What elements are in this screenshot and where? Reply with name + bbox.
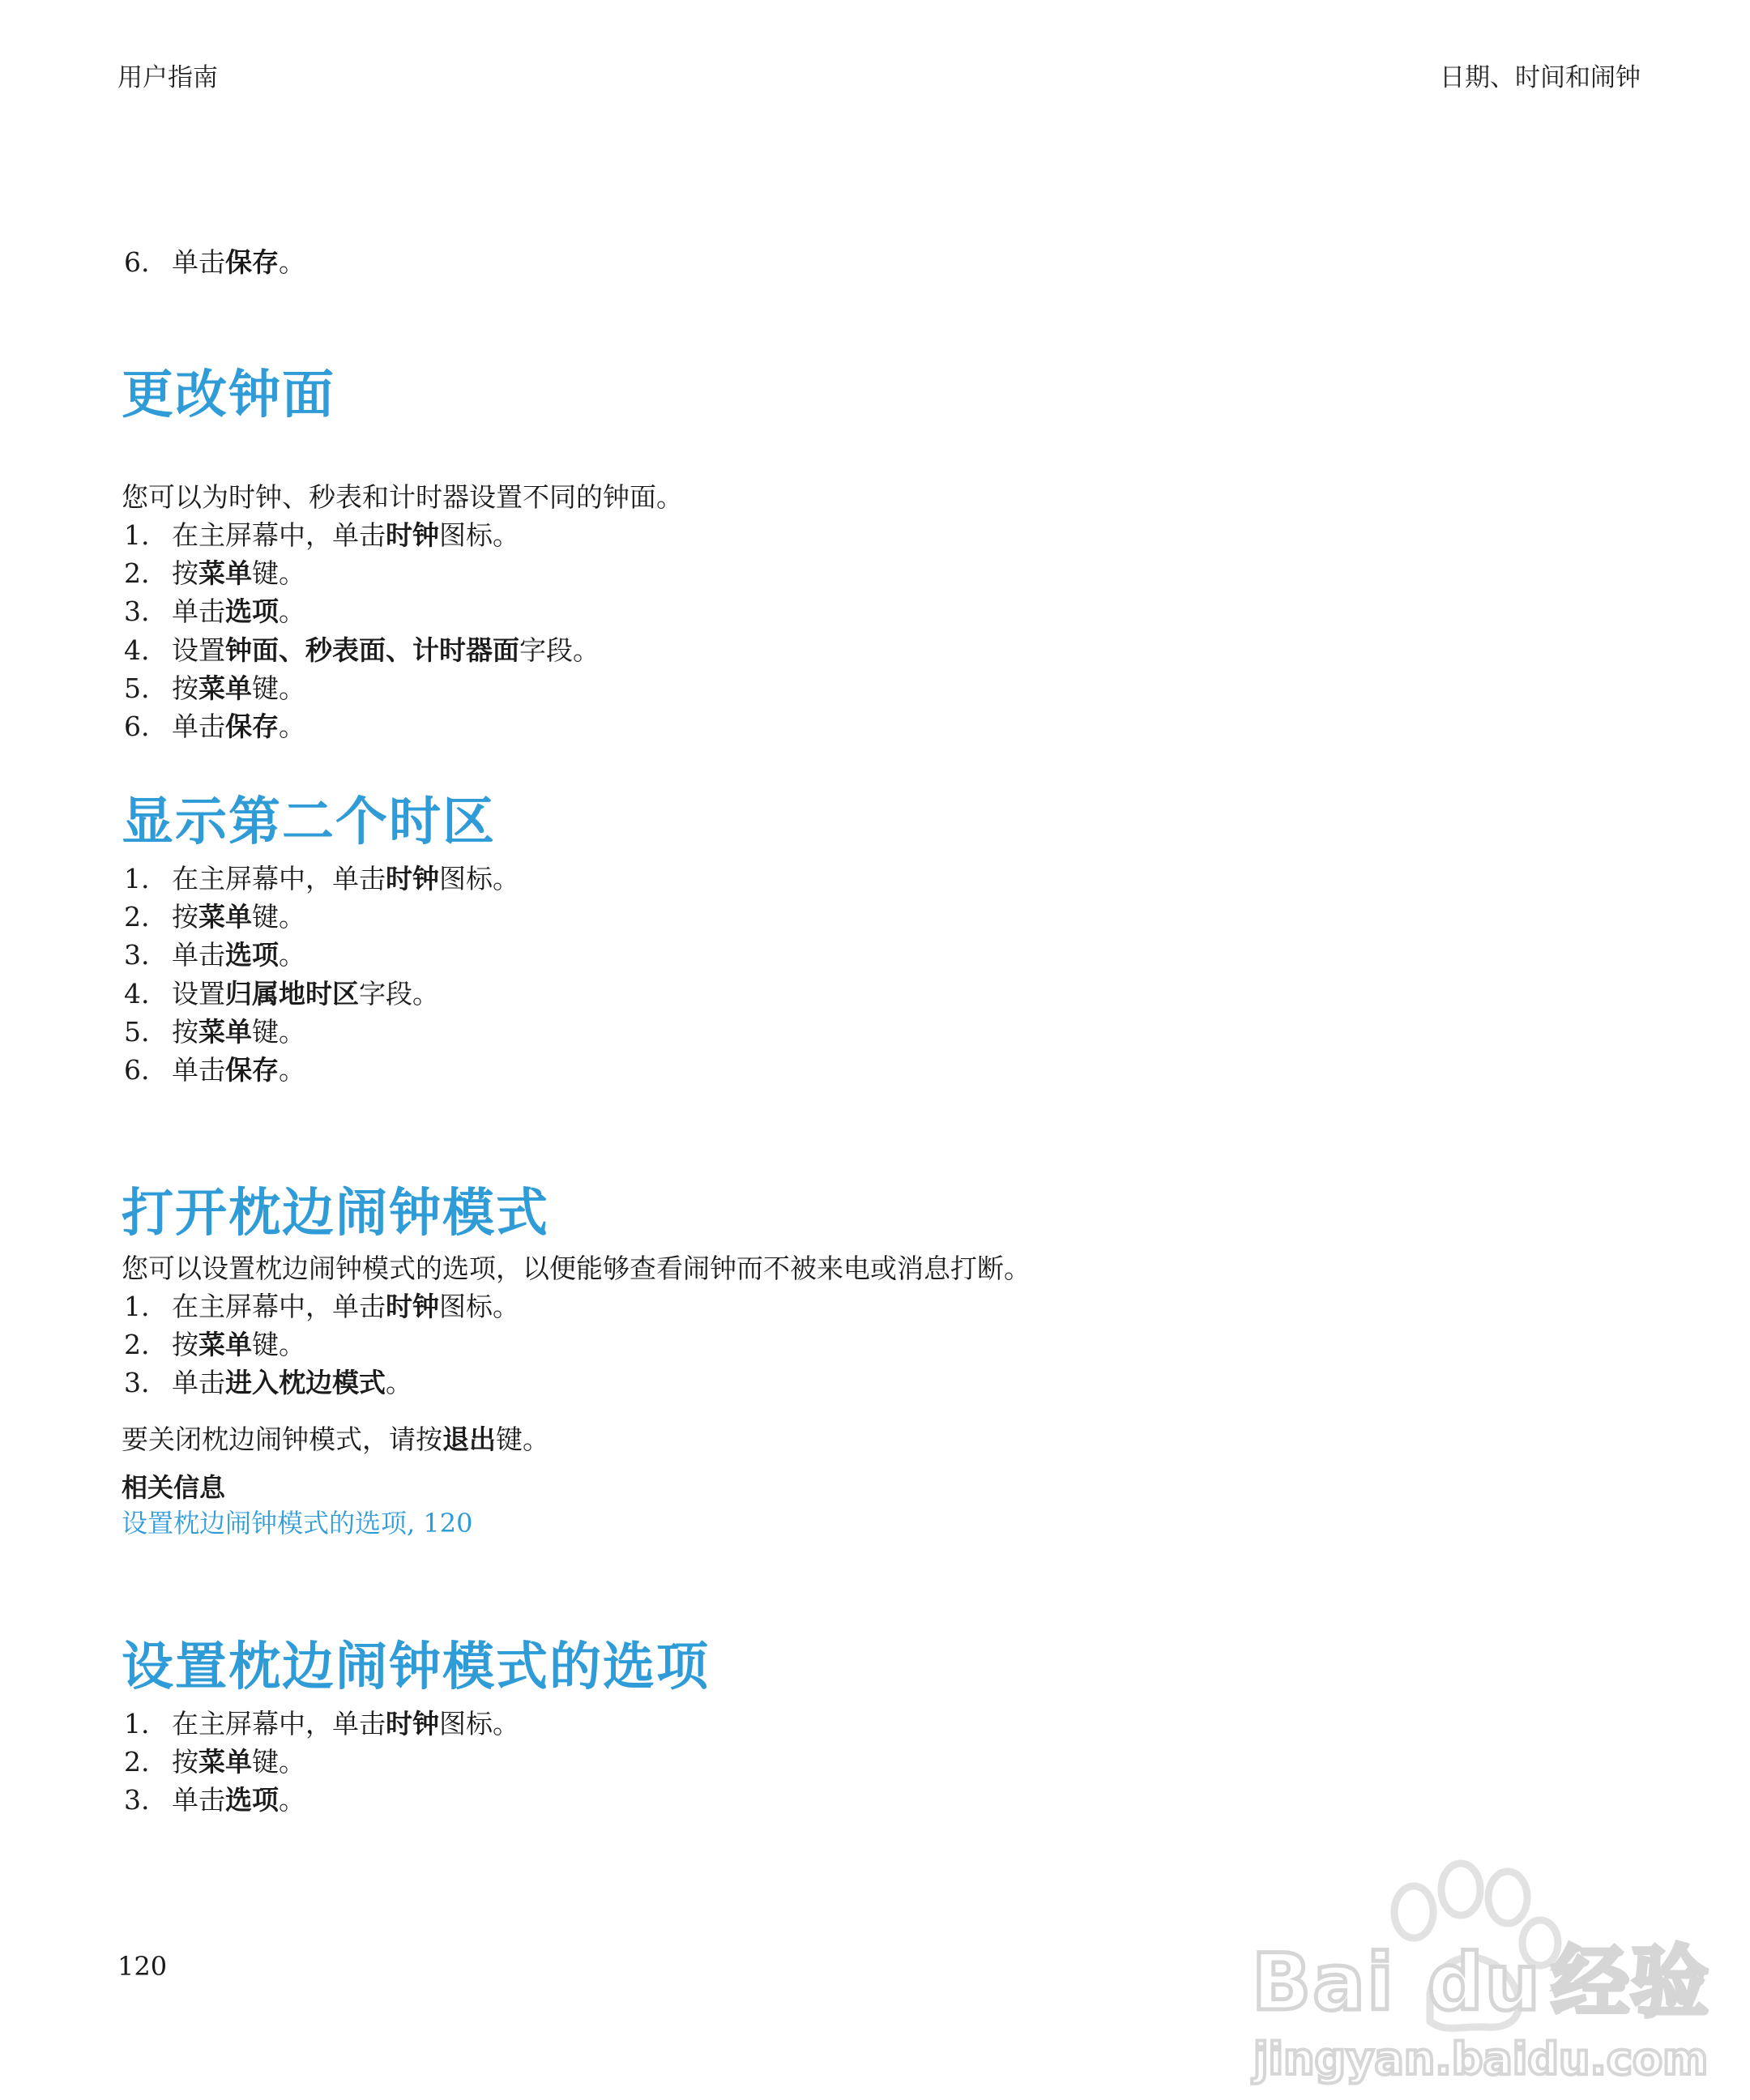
section-title: 设置枕边闹钟模式的选项	[122, 1637, 710, 1697]
step-text: 单击	[172, 595, 225, 628]
step-bold-term: 钟面、秒表面、计时器面	[225, 634, 519, 666]
list-item	[122, 1325, 1661, 1364]
step-bold-term: 选项	[225, 595, 279, 628]
section-intro: 您可以为时钟、秒表和计时器设置不同的钟面。	[122, 481, 683, 513]
exit-note	[122, 1420, 1661, 1458]
list-item	[122, 936, 1661, 974]
step-list	[122, 1287, 1661, 1402]
step-text-suffix: 。	[279, 1054, 305, 1086]
step-bold-term: 选项	[225, 1784, 279, 1816]
list-item	[122, 898, 1661, 936]
list-item	[122, 707, 1661, 745]
step-text: 单击	[172, 939, 225, 971]
step-bold-term: 时钟	[386, 863, 439, 894]
step-text: 单击	[172, 1054, 225, 1086]
watermark-brand: Bai du 经验	[1252, 1937, 1710, 2028]
step-text-suffix: 图标。	[439, 1708, 519, 1739]
step-number: 1.	[124, 863, 150, 894]
list-item	[122, 243, 1661, 281]
step-number: 3.	[124, 939, 150, 971]
step-number: 2.	[124, 557, 150, 590]
step-text-suffix: 键。	[252, 1329, 305, 1361]
step-text-suffix: 。	[386, 1367, 412, 1399]
step-text-suffix: 图标。	[439, 863, 519, 894]
step-number: 3.	[124, 595, 150, 628]
step-number: 6.	[124, 1054, 150, 1086]
step-text-suffix: 字段。	[359, 977, 439, 1009]
related-info-link[interactable]: 设置枕边闹钟模式的选项, 120	[122, 1507, 473, 1539]
step-bold-term: 菜单	[198, 1329, 252, 1361]
step-text-suffix: 键。	[252, 1015, 305, 1048]
step-text-suffix: 。	[279, 246, 305, 278]
step-number: 3.	[124, 1367, 150, 1399]
list-item	[122, 1364, 1661, 1402]
step-number: 4.	[124, 634, 150, 666]
section-title: 更改钟面	[122, 365, 335, 425]
step-bold-term: 保存	[225, 711, 279, 743]
continued-step-list	[122, 243, 1661, 281]
step-text-suffix: 键。	[252, 557, 305, 590]
section-title: 显示第二个时区	[122, 792, 496, 852]
step-text: 单击	[172, 1367, 225, 1399]
step-text-suffix: 图标。	[439, 1291, 519, 1322]
step-bold-term: 选项	[225, 939, 279, 971]
step-bold-term: 保存	[225, 1054, 279, 1086]
list-item	[122, 1013, 1661, 1051]
step-text: 按	[172, 901, 198, 933]
step-bold-term: 时钟	[386, 519, 439, 551]
list-item	[122, 554, 1661, 592]
step-text-suffix: 。	[279, 711, 305, 743]
step-text: 设置	[172, 977, 225, 1009]
step-text-suffix: 。	[279, 939, 305, 971]
step-bold-term: 归属地时区	[225, 977, 359, 1009]
step-text-suffix: 字段。	[519, 634, 600, 666]
list-item	[122, 516, 1661, 554]
section-bedside-options	[122, 1635, 1661, 1820]
step-text: 单击	[172, 1784, 225, 1816]
step-list	[122, 516, 1661, 745]
continued-step-block	[122, 243, 1661, 281]
list-item	[122, 1781, 1661, 1819]
step-text: 按	[172, 557, 198, 590]
note-text: 要关闭枕边闹钟模式，请按	[122, 1423, 442, 1455]
step-list	[122, 860, 1661, 1089]
step-number: 2.	[124, 1746, 150, 1778]
step-bold-term: 菜单	[198, 1015, 252, 1048]
step-list	[122, 1705, 1661, 1820]
step-text: 在主屏幕中，单击	[172, 519, 386, 551]
step-number: 2.	[124, 901, 150, 933]
step-bold-term: 菜单	[198, 901, 252, 933]
list-item	[122, 631, 1661, 669]
running-header-right: 日期、时间和闹钟	[1440, 63, 1641, 92]
step-text-suffix: 键。	[252, 672, 305, 704]
step-text: 在主屏幕中，单击	[172, 1708, 386, 1739]
page-number: 120	[117, 1951, 168, 1982]
list-item	[122, 1287, 1661, 1325]
list-item	[122, 975, 1661, 1013]
list-item	[122, 592, 1661, 630]
step-bold-term: 菜单	[198, 1746, 252, 1778]
step-bold-term: 菜单	[198, 672, 252, 704]
note-bold-term: 退出	[442, 1423, 496, 1455]
baidu-jingyan-watermark	[1244, 1839, 1710, 2085]
step-text: 在主屏幕中，单击	[172, 863, 386, 894]
step-text: 单击	[172, 246, 225, 278]
step-text-suffix: 键。	[252, 1746, 305, 1778]
step-bold-term: 时钟	[386, 1708, 439, 1739]
step-bold-term: 菜单	[198, 557, 252, 590]
step-text: 设置	[172, 634, 225, 666]
section-bedside-mode	[122, 1181, 1661, 1541]
running-header-left: 用户指南	[117, 63, 218, 92]
step-number: 5.	[124, 672, 150, 704]
step-bold-term: 保存	[225, 246, 279, 278]
note-text-suffix: 键。	[496, 1423, 549, 1455]
step-text-suffix: 。	[279, 1784, 305, 1816]
step-number: 1.	[124, 1708, 150, 1739]
section-intro: 您可以设置枕边闹钟模式的选项，以便能够查看闹钟而不被来电或消息打断。	[122, 1253, 1031, 1284]
step-text: 按	[172, 1746, 198, 1778]
list-item	[122, 1743, 1661, 1781]
section-second-time-zone	[122, 790, 1661, 1089]
step-number: 1.	[124, 1291, 150, 1322]
step-number: 6.	[124, 246, 150, 278]
step-number: 3.	[124, 1784, 150, 1816]
step-bold-term: 时钟	[386, 1291, 439, 1322]
step-text: 在主屏幕中，单击	[172, 1291, 386, 1322]
step-number: 4.	[124, 977, 150, 1009]
step-number: 5.	[124, 1015, 150, 1048]
list-item	[122, 1705, 1661, 1743]
step-text-suffix: 图标。	[439, 519, 519, 551]
step-number: 2.	[124, 1329, 150, 1361]
related-info-heading: 相关信息	[122, 1471, 226, 1503]
step-text-suffix: 键。	[252, 901, 305, 933]
step-text: 单击	[172, 711, 225, 743]
step-number: 6.	[124, 711, 150, 743]
watermark-url: jingyan.baidu.com	[1253, 2034, 1709, 2085]
section-title: 打开枕边闹钟模式	[122, 1184, 549, 1244]
step-number: 1.	[124, 519, 150, 551]
list-item	[122, 860, 1661, 898]
step-text-suffix: 。	[279, 595, 305, 628]
step-text: 按	[172, 1329, 198, 1361]
section-change-clock-face	[122, 363, 1661, 745]
list-item	[122, 669, 1661, 707]
step-text: 按	[172, 672, 198, 704]
step-text: 按	[172, 1015, 198, 1048]
step-bold-term: 进入枕边模式	[225, 1367, 386, 1399]
list-item	[122, 1051, 1661, 1089]
